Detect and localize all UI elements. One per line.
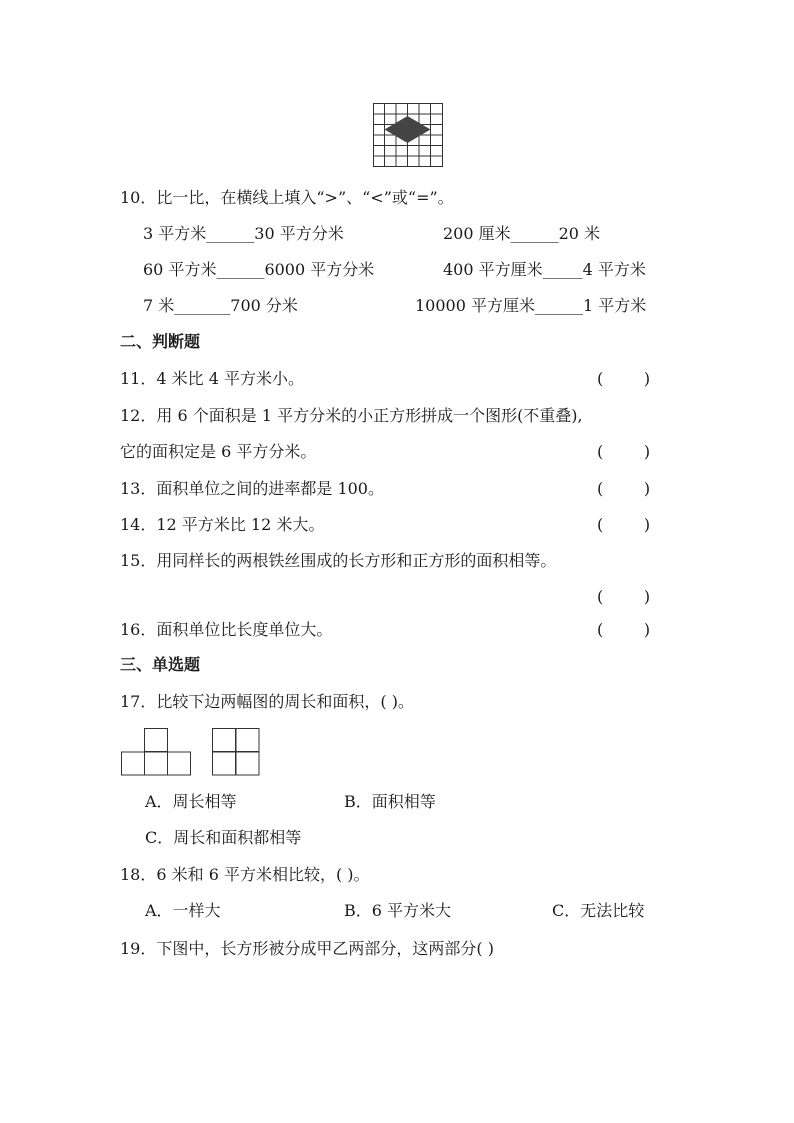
answer-parenthesis-13[interactable]: ( ) bbox=[597, 479, 651, 498]
q17-option-a[interactable]: A．周长相等 bbox=[145, 792, 237, 811]
question-11: 11．4 米比 4 平方米小。 bbox=[120, 369, 304, 388]
question-14: 14．12 平方米比 12 米大。 bbox=[120, 515, 325, 534]
figure-t-shape bbox=[121, 728, 191, 776]
grid-diamond-figure bbox=[373, 103, 443, 167]
question-18: 18．6 米和 6 平方米相比较，( )。 bbox=[120, 865, 370, 884]
answer-parenthesis-14[interactable]: ( ) bbox=[597, 515, 651, 534]
section-3-heading: 三、单选题 bbox=[120, 655, 201, 674]
answer-parenthesis-12[interactable]: ( ) bbox=[597, 442, 651, 461]
q10-row3-right: 10000 平方厘米______1 平方米 bbox=[415, 296, 647, 315]
question-12-line2: 它的面积定是 6 平方分米。 bbox=[120, 442, 317, 461]
q10-row2-right: 400 平方厘米_____4 平方米 bbox=[443, 260, 646, 279]
q10-row3-left: 7 米_______700 分米 bbox=[143, 296, 298, 315]
q17-option-b[interactable]: B．面积相等 bbox=[344, 792, 436, 811]
q18-option-c[interactable]: C．无法比较 bbox=[552, 901, 645, 920]
question-17: 17．比较下边两幅图的周长和面积，( )。 bbox=[120, 692, 414, 711]
question-10-title: 10．比一比，在横线上填入“>”、“<”或“=”。 bbox=[120, 188, 454, 207]
section-2-heading: 二、判断题 bbox=[120, 332, 201, 351]
q18-option-b[interactable]: B．6 平方米大 bbox=[344, 901, 452, 920]
question-19: 19．下图中，长方形被分成甲乙两部分，这两部分( ) bbox=[120, 939, 494, 958]
figure-square-shape bbox=[212, 728, 260, 776]
q10-row1-left: 3 平方米______30 平方分米 bbox=[143, 224, 344, 243]
diamond-shape bbox=[385, 116, 431, 143]
question-15: 15．用同样长的两根铁丝围成的长方形和正方形的面积相等。 bbox=[120, 551, 557, 570]
question-16: 16．面积单位比长度单位大。 bbox=[120, 620, 333, 639]
answer-parenthesis-15[interactable]: ( ) bbox=[597, 587, 651, 606]
question-12-line1: 12．用 6 个面积是 1 平方分米的小正方形拼成一个图形(不重叠), bbox=[120, 406, 583, 425]
answer-parenthesis-11[interactable]: ( ) bbox=[597, 369, 651, 388]
answer-parenthesis-16[interactable]: ( ) bbox=[597, 620, 651, 639]
q17-option-c[interactable]: C．周长和面积都相等 bbox=[145, 828, 302, 847]
q18-option-a[interactable]: A．一样大 bbox=[145, 901, 221, 920]
q10-row2-left: 60 平方米______6000 平方分米 bbox=[143, 260, 375, 279]
question-13: 13．面积单位之间的进率都是 100。 bbox=[120, 479, 384, 498]
q10-row1-right: 200 厘米______20 米 bbox=[443, 224, 601, 243]
